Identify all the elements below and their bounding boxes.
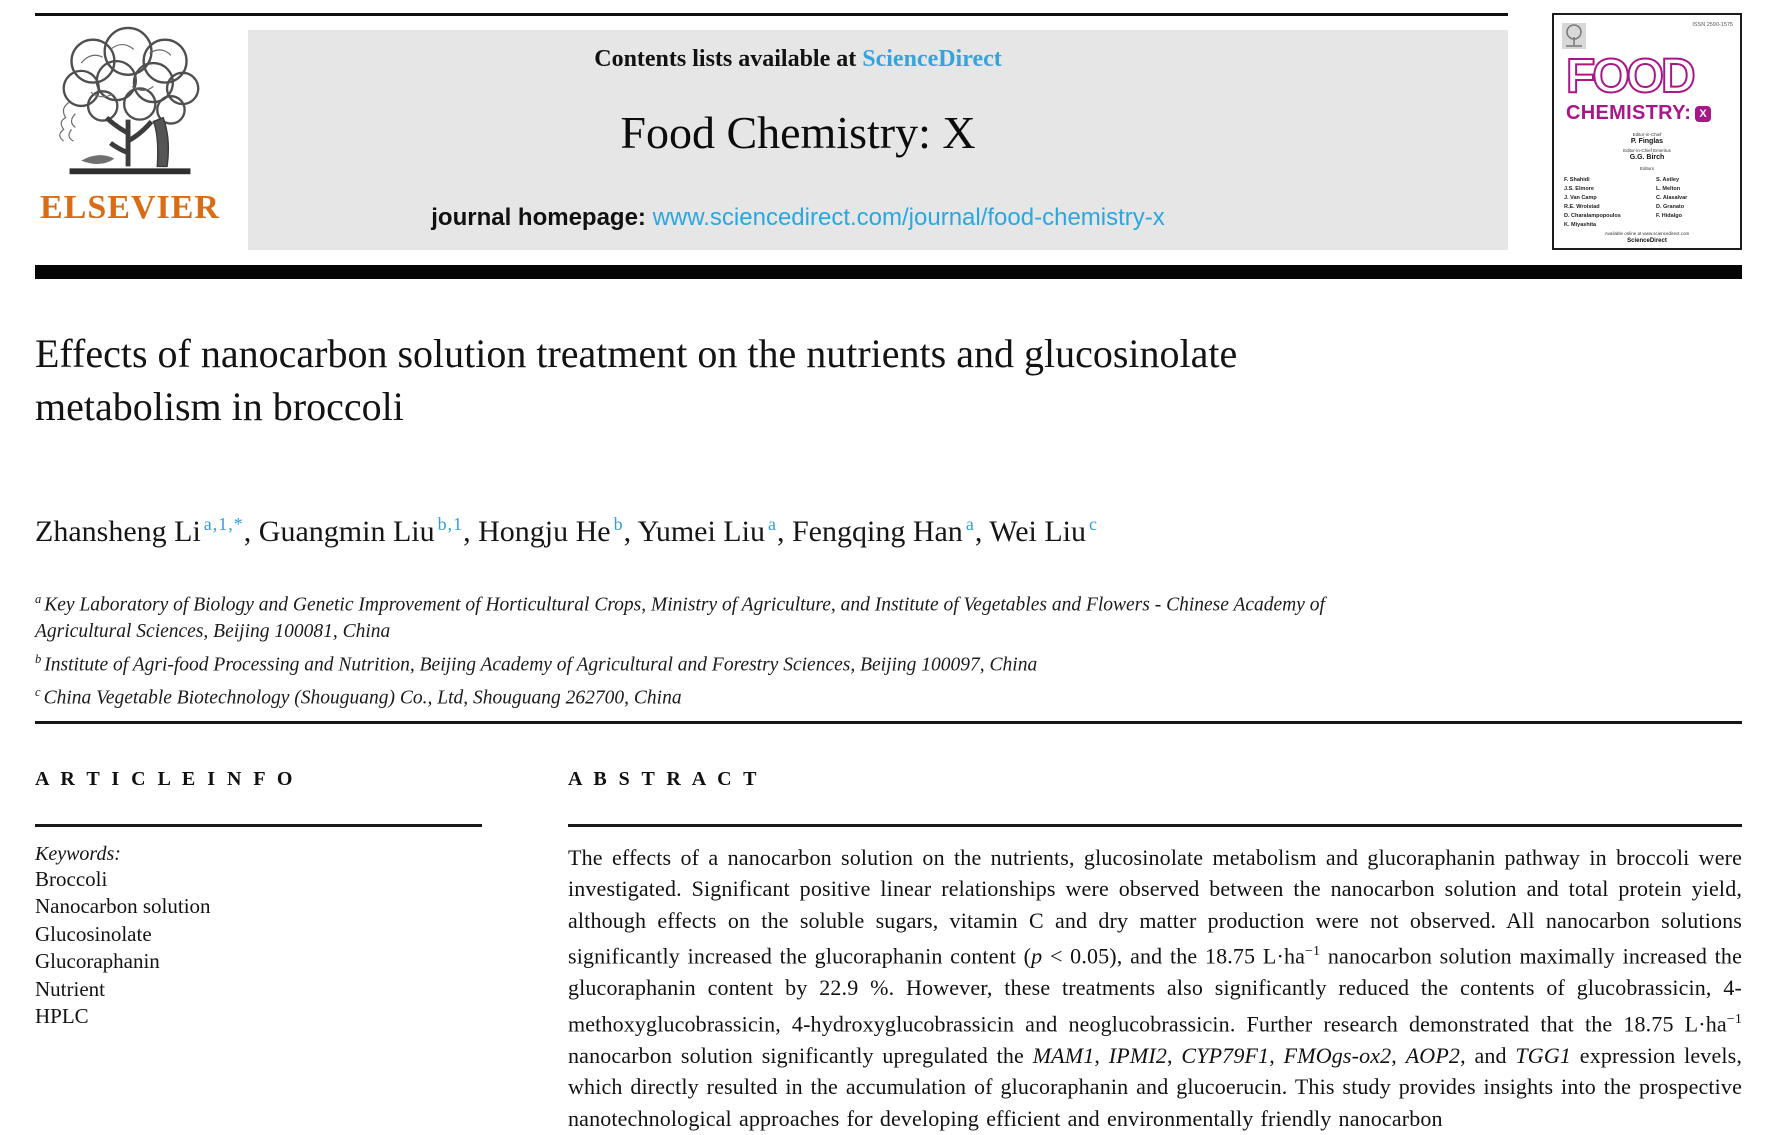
sciencedirect-link[interactable]: ScienceDirect [862,46,1002,72]
cover-editor-name: F. Hidalgo [1656,213,1682,219]
abstract-segment: The effects of a nanocarbon solution on the nutrients, glucosinolate metabolism and glucoraphanin pathway in broccoli were investigated. Significant positive linear relationships were observed between the nanocarbon solution and total protein yield, although effects on the soluble sugars, vitamin C and dry matter production were not observed. All nanocarbon solutions significantly increased the glucoraphanin content ( [568,844,1742,969]
affiliation-list [35,586,1415,712]
abstract-segment: , and [1460,1042,1516,1068]
elsevier-tree-logo-icon [52,24,208,186]
cover-emeritus-label: Editor-in-Chief Emeritus [1623,148,1671,153]
author-name: Zhansheng Li [35,515,201,548]
cover-editor-name: R.E. Wrolstad [1564,204,1600,210]
cover-chemistry-wordmark [1566,102,1711,125]
abstract-segment: , [1391,1042,1406,1068]
homepage-label: journal homepage: [431,204,653,231]
keyword-item: HPLC [35,1004,89,1028]
section-divider-rule [35,721,1742,724]
journal-banner [248,30,1508,250]
affiliation [35,679,1415,712]
author-separator: , [974,515,990,548]
abstract-segment: MAM1 [1032,1042,1095,1068]
abstract-segment: FMOgs-ox2 [1283,1042,1392,1068]
cover-editor-name: J.S. Elmore [1564,186,1594,192]
keywords-list [35,866,482,1031]
publisher-name: ELSEVIER [40,189,220,226]
author-list [35,514,1735,549]
affiliation [35,646,1415,679]
author-separator: , [463,515,479,548]
cover-editor-name: S. Astley [1656,177,1680,183]
cover-food-wordmark [1566,51,1726,101]
cover-footer-available-online: Available online at www.sciencedirect.com [1604,231,1690,236]
article-title: Effects of nanocarbon solution treatment on the nutrients and glucosinolate metabolism in broccoli [35,331,1238,429]
cover-eic-label: Editor-in-Chief [1632,132,1662,137]
abstract-segment: expression levels, which directly resulted in the accumulation of glucoraphanin and glucoerucin. This study provides insights into the prospective nanotechnological approaches for developing efficient and environmentally friendly nanocarbon [568,1042,1742,1131]
abstract-segment: < 0.05), and the 18.75 L·ha [1042,943,1306,969]
cover-editor-name: L. Melton [1656,186,1681,192]
author-superscript: a [767,514,777,534]
abstract-rule [568,824,1742,827]
author-separator: , [776,515,792,548]
cover-footer-sciencedirect: ScienceDirect [1627,238,1667,244]
cover-editor-name: K. Miyashita [1564,222,1597,228]
cover-editor-list-left [1564,176,1646,230]
affiliation-superscript: b [35,651,42,666]
cover-editor-name: F. Shahidi [1564,177,1590,183]
abstract-text [568,842,1742,1135]
author-superscript: b [613,514,624,534]
affiliation [35,586,1415,646]
author-superscript: b,1 [437,514,464,534]
keyword-item: Nutrient [35,976,105,1001]
homepage-line [248,204,1348,232]
cover-emeritus-name: G.G. Birch [1629,154,1665,161]
affiliation-superscript: c [35,684,41,699]
cover-x-badge-icon: X [1695,106,1711,122]
abstract-segment: IPMI2 [1108,1042,1167,1068]
abstract-heading: A B S T R A C T [568,768,761,790]
journal-cover-thumbnail [1552,13,1742,250]
author-superscript: c [1089,514,1099,534]
keywords-label: Keywords: [35,842,121,865]
author-name: Wei Liu [989,515,1087,548]
author-superscript: a,1,* [203,514,244,534]
contents-prefix: Contents lists available at [594,46,863,72]
affiliation-superscript: a [35,592,42,606]
author-name: Fengqing Han [791,515,963,548]
keyword-item: Glucosinolate [35,921,152,946]
keyword-item: Glucoraphanin [35,949,160,973]
journal-title: Food Chemistry: X [620,107,976,158]
abstract-segment: −1 [1726,1011,1742,1027]
article-info-heading: A R T I C L E I N F O [35,768,296,790]
cover-editor-name: D. Granato [1656,204,1685,210]
cover-mini-tree-icon [1562,23,1586,49]
affiliation-text: Institute of Agri-food Processing and Nutrition, Beijing Academy of Agricultural and Forestry Sciences, Beijing 100097, China [44,654,1038,675]
author-name: Yumei Liu [637,515,765,548]
abstract-segment: CYP79F1 [1181,1042,1270,1068]
cover-editor-list-right [1656,176,1738,221]
keyword-item: Nanocarbon solution [35,894,211,918]
abstract-segment: nanocarbon solution significantly upregulated the [568,1042,1033,1068]
cover-editors-label: Editors [1639,166,1654,171]
abstract-segment: , [1094,1042,1109,1068]
abstract-segment: , [1269,1042,1284,1068]
author [989,515,1098,548]
author [35,515,244,548]
cover-editor-name: D. Charalampopoulos [1564,213,1621,219]
abstract-segment: TGG1 [1515,1042,1572,1068]
abstract-segment: , [1166,1042,1182,1068]
affiliation-text: Key Laboratory of Biology and Genetic Improvement of Horticultural Crops, Ministry of Agriculture, and Institute of Vegetables and Flowers - Chinese Academy of Agricultural Sciences, Beijing 100081, China [35,594,1325,642]
homepage-url-link[interactable]: www.sciencedirect.com/journal/food-chemistry-x [652,204,1165,231]
header-divider-bar [35,265,1742,279]
cover-eic-name: P. Finglas [1630,138,1664,145]
contents-line [248,46,1348,73]
abstract-segment: −1 [1305,944,1321,960]
cover-issn: ISSN 2590-1575 [1692,22,1733,28]
author-superscript: a [965,514,975,534]
abstract-segment: nanocarbon solution maximally increased the glucoraphanin content by 22.9 %. However, these treatments also significantly reduced the contents of glucobrassicin, 4-methoxyglucobrassicin, 4-hydroxyglucobrassicin and neoglucobrassicin. Further research demonstrated that the 18.75 L·ha [568,943,1742,1037]
author [478,515,623,548]
affiliation-text: China Vegetable Biotechnology (Shouguang) Co., Ltd, Shouguang 262700, China [43,687,682,708]
author-name: Guangmin Liu [258,515,435,548]
author-separator: , [623,515,638,548]
cover-chemistry-text: CHEMISTRY: [1566,102,1692,124]
keyword-item: Broccoli [35,866,108,891]
publisher-block [28,24,232,225]
author [792,515,975,548]
author-name: Hongju He [478,515,611,548]
cover-editor-name: C. Alasalvar [1656,195,1688,201]
abstract-column [568,768,1742,1135]
abstract-segment: AOP2 [1405,1042,1461,1068]
header-top-rule [35,13,1508,16]
abstract-segment: p [1031,943,1043,969]
svg-text:FOOD: FOOD [1566,51,1693,101]
author [637,515,777,548]
article-info-column [35,768,482,1031]
article-info-rule [35,824,482,827]
cover-editor-name: J. Van Camp [1564,195,1597,201]
banner-inner [248,30,1348,250]
author-separator: , [243,515,259,548]
author [259,515,463,548]
